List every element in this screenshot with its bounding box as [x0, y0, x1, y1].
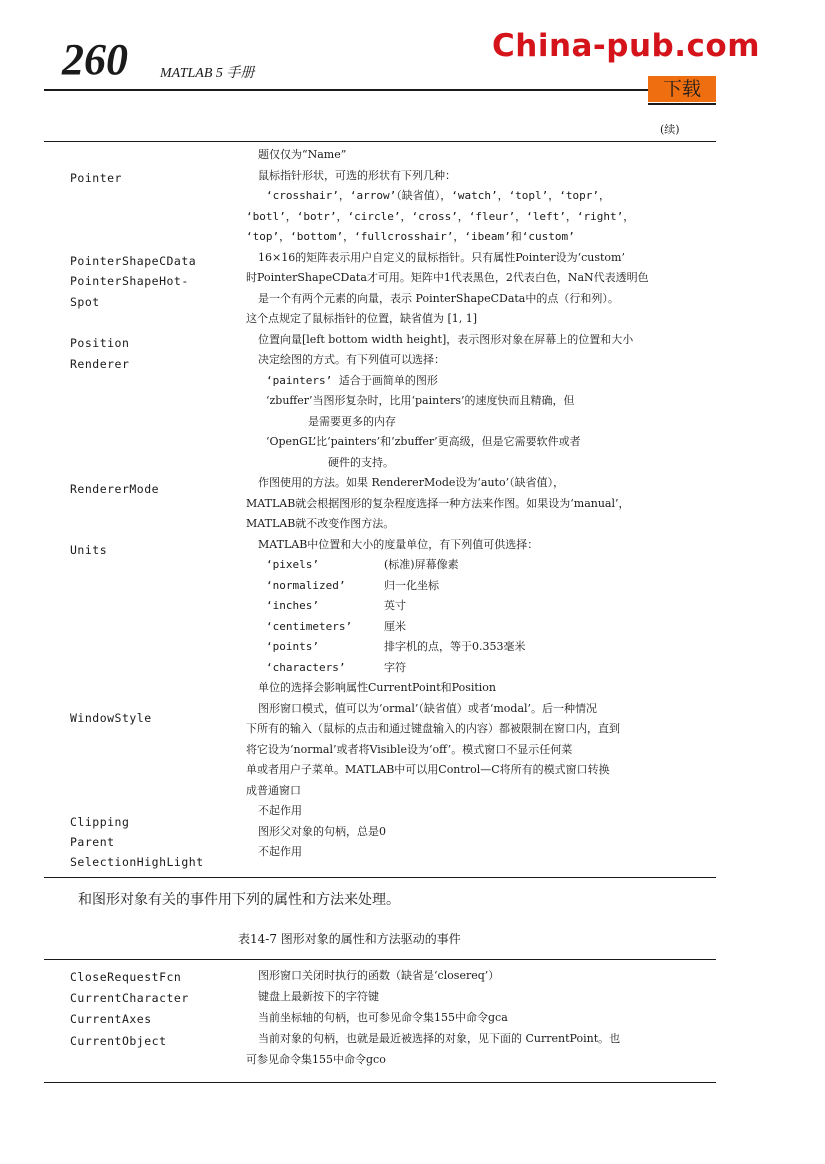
desc-line: 将它设为‘normal’或者将Visible设为‘off’。模式窗口不显示任何菜	[246, 742, 573, 756]
desc-line: 是一个有两个元素的向量，表示 PointerShapeCData中的点（行和列）。	[258, 291, 619, 305]
desc-line: 不起作用	[258, 845, 302, 858]
table1-row-name: PointerShapeCData	[70, 254, 197, 268]
table1-row-name: Clipping	[70, 815, 130, 829]
table1-row-name: SelectionHighLight	[70, 855, 204, 869]
table1-row-name: Renderer	[70, 357, 130, 371]
desc-line: 位置向量[left bottom width height]，表示图形对象在屏幕上的位置和大小	[258, 332, 634, 346]
desc-line: 16×16的矩阵表示用户自定义的鼠标指针。只有属性Pointer设为‘custom’	[258, 250, 625, 264]
desc-line: MATLAB就不改变作图方法。	[246, 517, 395, 530]
desc-line: 下所有的输入（鼠标的点击和通过键盘输入的内容）都被限制在窗口内，直到	[246, 722, 620, 735]
table1-row-name: Parent	[70, 835, 115, 849]
desc-line: ‘botl’，‘botr’，‘circle’，‘cross’，‘fleur’，‘left’，‘right’，	[246, 209, 635, 223]
desc-line: ‘zbuffer’当图形复杂时，比用‘painters’的速度快而且精确，但	[266, 394, 575, 407]
desc-line: MATLAB就会根据图形的复杂程度选择一种方法来作图。如果设为‘manual’，	[246, 496, 630, 510]
desc-line: ‘painters’ 适合于画简单的图形	[266, 373, 438, 387]
unit-option	[246, 576, 716, 597]
desc-line: 单或者用户子菜单。MATLAB中可以用Control—C将所有的模式窗口转换	[246, 763, 610, 776]
table1-row-name: Spot	[70, 295, 100, 309]
desc-line: 是需要更多的内存	[308, 414, 396, 428]
desc-line: 图形父对象的句柄，总是0	[258, 824, 386, 838]
table1-row-name: Position	[70, 336, 130, 350]
table2-row-name: CurrentAxes	[70, 1012, 152, 1026]
table1-row-name: RendererMode	[70, 482, 160, 496]
desc-line: 不起作用	[258, 804, 302, 817]
desc-line: 图形窗口模式，值可以为‘ormal’（缺省值）或者‘modal’。后一种情况	[258, 701, 598, 715]
unit-option	[246, 617, 716, 638]
table1-row-name: Pointer	[70, 171, 122, 185]
unit-meaning: 英寸	[384, 599, 406, 612]
header-rule	[44, 89, 648, 91]
unit-meaning: 排字机的点，等于0.353毫米	[384, 640, 526, 653]
unit-code: ‘characters’	[266, 660, 346, 674]
download-badge[interactable]: 下载	[648, 76, 716, 102]
table2-row-name: CloseRequestFcn	[70, 970, 182, 984]
table1-descriptions	[246, 145, 716, 863]
desc-line: ‘crosshair’，‘arrow’（缺省值），‘watch’，‘topl’，‘topr’，	[266, 189, 611, 202]
unit-meaning: 厘米	[384, 619, 406, 633]
table1-row-name: Units	[70, 543, 108, 557]
desc-line: 题仅仅为“Name”	[258, 148, 347, 161]
desc-line: 作图使用的方法。如果 RendererMode设为‘auto’（缺省值），	[258, 476, 565, 489]
unit-option	[246, 596, 716, 617]
table2-top-rule	[44, 959, 716, 960]
unit-meaning: (标准)屏幕像素	[384, 558, 459, 571]
desc-line: 当前坐标轴的句柄，也可参见命令集155中命令gca	[258, 1011, 508, 1024]
book-title: MATLAB 5 手册	[160, 66, 255, 81]
unit-option	[246, 658, 716, 679]
unit-meaning: 字符	[384, 660, 406, 674]
unit-code: ‘normalized’	[266, 578, 346, 592]
unit-code: ‘pixels’	[266, 558, 319, 571]
desc-line: ‘OpenGL’比‘painters’和‘zbuffer’更高级，但是它需要软件或者	[266, 435, 581, 448]
desc-line: 这个点规定了鼠标指针的位置，缺省值为 [1, 1]	[246, 312, 478, 325]
desc-line: MATLAB中位置和大小的度量单位，有下列值可供选择：	[258, 537, 539, 551]
continued-label: (续)	[660, 123, 680, 136]
desc-line: 决定绘图的方式。有下列值可以选择：	[258, 353, 445, 366]
site-logo: China-pub.com	[492, 28, 761, 64]
desc-line: 当前对象的句柄，也就是最近被选择的对象，见下面的 CurrentPoint。也	[258, 1032, 621, 1045]
desc-line: 时PointerShapeCData才可用。矩阵中1代表黑色，2代表白色，NaN代表透明色	[246, 271, 649, 284]
desc-line: 鼠标指针形状，可选的形状有下列几种：	[258, 168, 456, 182]
desc-line: 图形窗口关闭时执行的函数（缺省是‘closereq’）	[258, 969, 500, 982]
unit-code: ‘inches’	[266, 599, 319, 612]
unit-meaning: 归一化坐标	[384, 578, 439, 592]
table2-caption: 表14-7 图形对象的属性和方法驱动的事件	[238, 932, 461, 946]
table1-bottom-rule	[44, 877, 716, 878]
table1-top-rule	[44, 141, 716, 142]
table2-bottom-rule	[44, 1082, 716, 1083]
body-paragraph: 和图形对象有关的事件用下列的属性和方法来处理。	[78, 892, 400, 908]
unit-option	[246, 555, 716, 576]
desc-line: 单位的选择会影响属性CurrentPoint和Position	[258, 681, 497, 694]
table1-row-name: WindowStyle	[70, 711, 152, 725]
desc-line: 硬件的支持。	[328, 455, 394, 469]
desc-line: ‘top’，‘bottom’，‘fullcrosshair’，‘ibeam’和‘custom’	[246, 230, 575, 243]
desc-line: 成普通窗口	[246, 783, 301, 797]
desc-line: 键盘上最新按下的字符键	[258, 990, 379, 1003]
desc-line: 可参见命令集155中命令gco	[246, 1053, 386, 1066]
table1-row-name: PointerShapeHot-	[70, 274, 189, 288]
page-number: 260	[62, 35, 128, 84]
unit-code: ‘centimeters’	[266, 619, 353, 633]
table2-row-name: CurrentObject	[70, 1034, 167, 1048]
unit-option	[246, 637, 716, 658]
table2-descriptions	[246, 965, 716, 1070]
table2-row-name: CurrentCharacter	[70, 991, 189, 1005]
header-rule-right	[648, 103, 716, 105]
unit-code: ‘points’	[266, 640, 319, 653]
